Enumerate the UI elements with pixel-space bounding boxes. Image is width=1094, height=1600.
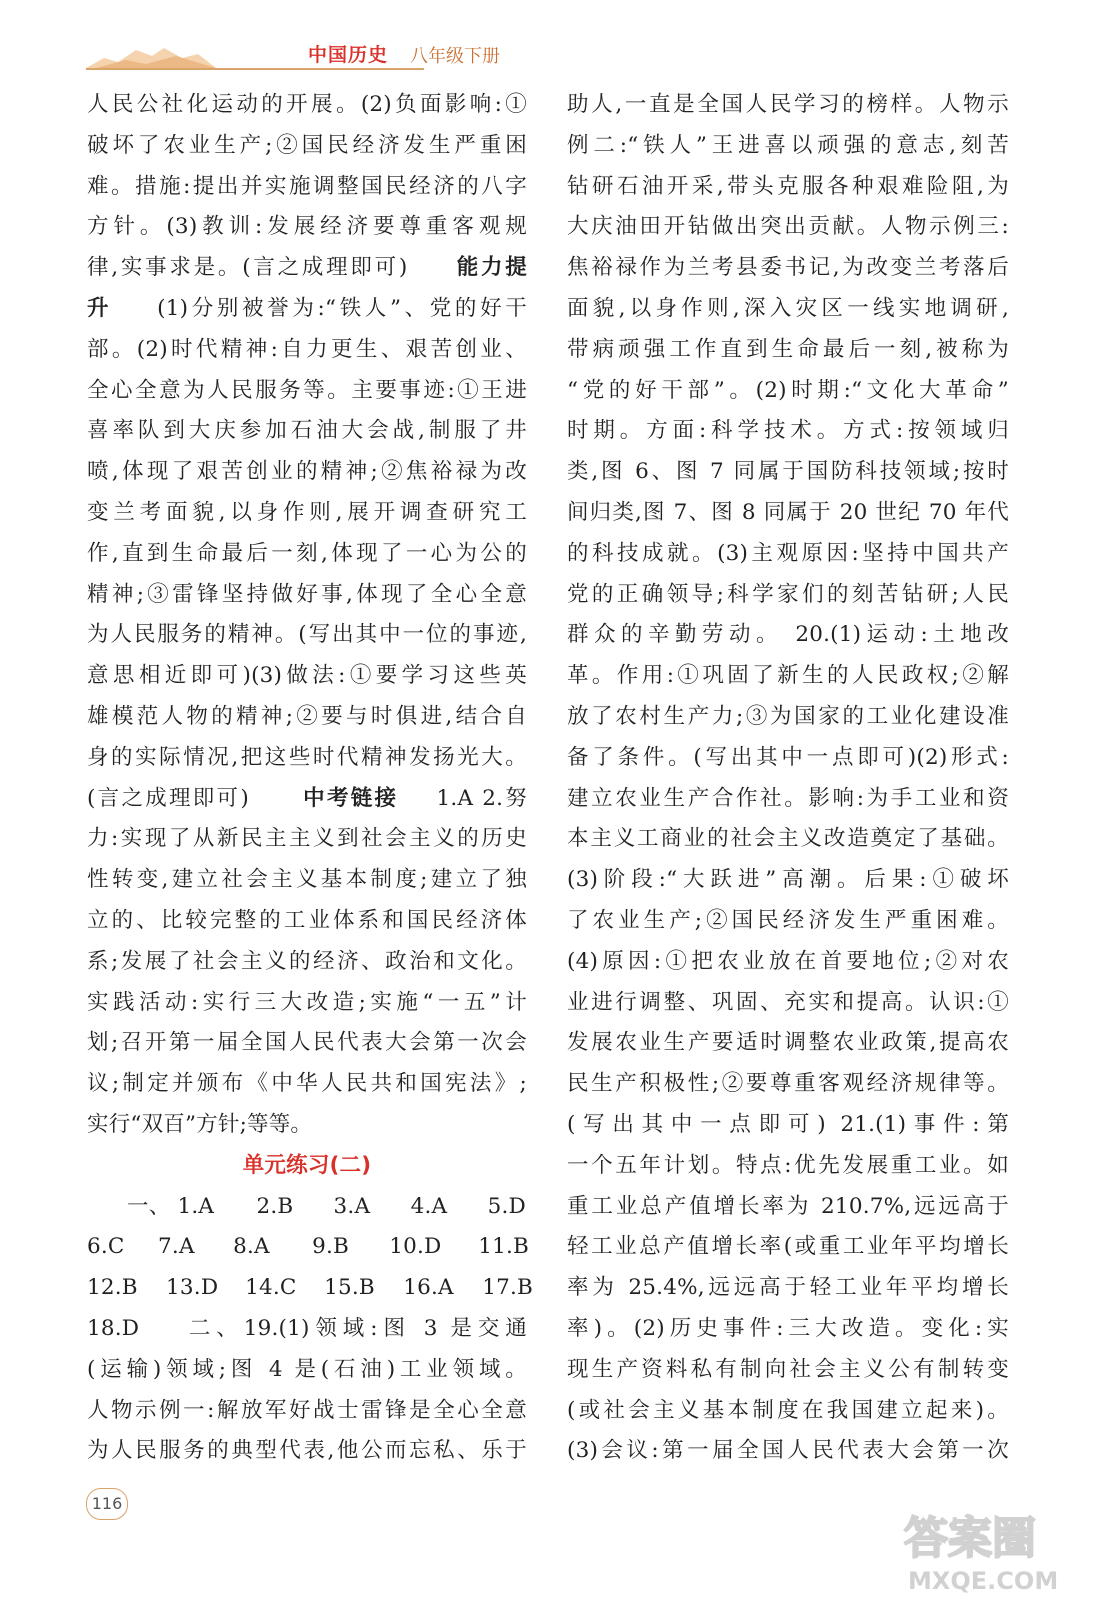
text-line: 类,图 6、图 7 同属于国防科技领域;按时 (567, 459, 1009, 485)
text-line: 实践活动:实行三大改造;实施“一五”计 (87, 989, 527, 1015)
right-column (567, 85, 1009, 1472)
text-line: 业进行调整、巩固、充实和提高。认识:① (567, 989, 1009, 1015)
answer-item: 10.D (389, 1234, 442, 1260)
text-line (87, 1309, 527, 1350)
header-grade: 八年级下册 (410, 46, 500, 67)
text-line: (运输)领域;图 4 是(石油)工业领域。 (87, 1356, 527, 1382)
text-line: 率)。(2)历史事件:三大改造。变化:实 (567, 1315, 1009, 1341)
text-line: 为人民服务的典型代表,他公而忘私、乐于 (87, 1438, 527, 1464)
text-line: 意思相近即可)(3)做法:①要学习这些英 (87, 663, 527, 689)
text-span: 二、19.(1)领域:图 3 是交通 (188, 1315, 527, 1341)
answer-item: 7.A (158, 1234, 195, 1260)
text-line: 立的、比较完整的工业体系和国民经济体 (87, 907, 527, 933)
answer-item: 3.A (333, 1193, 371, 1219)
text-line: 雄模范人物的精神;②要与时俱进,结合自 (87, 703, 527, 729)
text-line: 部。(2)时代精神:自力更生、艰苦创业、 (87, 336, 527, 362)
text-line: 全心全意为人民服务等。主要事迹:①王进 (87, 377, 527, 403)
text-line: 率为 25.4%,远远高于轻工业年平均增长 (567, 1275, 1009, 1301)
section-label-exam-link: 中考链接 (303, 785, 399, 811)
text-line: 人民公社化运动的开展。(2)负面影响:① (87, 92, 527, 117)
text-line: 一个五年计划。特点:优先发展重工业。如 (567, 1152, 1009, 1178)
text-line: (或社会主义基本制度在我国建立起来)。 (567, 1397, 1009, 1423)
text-line: “党的好干部”。(2)时期:“文化大革命” (567, 377, 1009, 403)
answer-item: 1.A (177, 1193, 215, 1219)
text-line: 面貌,以身作则,深入灾区一线实地调研, (567, 295, 1009, 321)
text-line: 精神;③雷锋坚持做好事,体现了全心全意 (87, 581, 527, 607)
text-line: (3)会议:第一届全国人民代表大会第一次 (567, 1438, 1009, 1464)
text-line: 性转变,建立社会主义基本制度;建立了独 (87, 867, 527, 893)
text-line: 的科技成就。(3)主观原因:坚持中国共产 (567, 540, 1009, 566)
text-line: 焦裕禄作为兰考县委书记,为改变兰考落后 (567, 255, 1009, 281)
text-line: 党的正确领导;科学家们的刻苦钻研;人民 (567, 581, 1009, 607)
text-line: 议;制定并颁布《中华人民共和国宪法》; (87, 1071, 527, 1097)
text-line: 了农业生产;②国民经济发生严重困难。 (567, 907, 1009, 933)
text-span: (言之成理即可) (87, 785, 249, 811)
text-line (87, 248, 527, 289)
text-line (87, 779, 527, 820)
answer-row-2 (87, 1227, 530, 1268)
text-line: 喜率队到大庆参加石油大会战,制服了井 (87, 418, 527, 444)
text-line: 发展农业生产要适时调整农业政策,提高农 (567, 1030, 1009, 1056)
answer-item: 13.D (166, 1275, 219, 1301)
answer-prefix: 一、 (127, 1193, 171, 1219)
header-rule (86, 68, 424, 70)
text-line: 破坏了农业生产;②国民经济发生严重困 (87, 132, 527, 158)
answer-item: 14.C (245, 1275, 297, 1301)
text-line: 为人民服务的精神。(写出其中一位的事迹, (87, 622, 527, 648)
answer-item: 15.B (324, 1275, 375, 1301)
answer-item: 9.B (312, 1234, 350, 1260)
answer-row-1 (87, 1187, 527, 1228)
text-line: 喷,体现了艰苦创业的精神;②焦裕禄为改 (87, 459, 527, 485)
text-line: 本主义工商业的社会主义改造奠定了基础。 (567, 826, 1009, 852)
section-label-ability-end: 升 (87, 295, 113, 321)
text-line: 例二:“铁人”王进喜以顽强的意志,刻苦 (567, 132, 1009, 158)
text-line: 带病顽强工作直到生命最后一刻,被称为 (567, 336, 1009, 362)
text-line: 轻工业总产值增长率(或重工业年平均增长 (567, 1234, 1009, 1260)
answer-item: 16.A (403, 1275, 454, 1301)
section-title-unit-practice (87, 1146, 527, 1187)
text-span: 律,实事求是。(言之成理即可) (87, 255, 408, 281)
answer-item: 17.B (482, 1275, 534, 1301)
answer-row-3 (87, 1268, 534, 1309)
text-line: 难。措施:提出并实施调整国民经济的八字 (87, 173, 527, 199)
text-line: (4)原因:①把农业放在首要地位;②对农 (567, 948, 1009, 974)
text-line: 人物示例一:解放军好战士雷锋是全心全意 (87, 1397, 527, 1423)
text-line: 方针。(3)教训:发展经济要尊重客观规 (87, 214, 527, 240)
text-line: 钻研石油开采,带头克服各种艰难险阻,为 (567, 173, 1009, 199)
text-line: 现生产资料私有制向社会主义公有制转变 (567, 1356, 1009, 1382)
answer-item: 6.C (87, 1234, 125, 1260)
page-number: 116 (86, 1488, 128, 1520)
text-line: 备了条件。(写出其中一点即可)(2)形式: (567, 744, 1009, 770)
text-line: 革。作用:①巩固了新生的人民政权;②解 (567, 663, 1009, 689)
text-line (87, 289, 527, 330)
watermark-url: MXQE.COM (908, 1567, 1059, 1595)
answer-item: 12.B (87, 1275, 138, 1301)
text-line: 身的实际情况,把这些时代精神发扬光大。 (87, 744, 527, 770)
unit-practice-heading: 单元练习(二) (242, 1152, 372, 1178)
answer-item: 18.D (87, 1315, 140, 1341)
text-span: (1)分别被誉为:“铁人”、党的好干 (157, 295, 527, 321)
text-line: 系;发展了社会主义的经济、政治和文化。 (87, 948, 527, 974)
mountain-decoration-icon (86, 44, 216, 68)
text-line: 变兰考面貌,以身作则,展开调查研究工 (87, 499, 527, 525)
answer-item: 5.D (487, 1193, 526, 1219)
text-line: 重工业总产值增长率为 210.7%,远远高于 (567, 1193, 1009, 1219)
header-subject: 中国历史 (308, 44, 389, 66)
text-line: (写出其中一点即可) 21.(1)事件:第 (567, 1111, 1009, 1137)
text-line: 大庆油田开钻做出突出贡献。人物示例三: (567, 214, 1009, 240)
text-line: 助人,一直是全国人民学习的榜样。人物示 (567, 92, 1009, 117)
text-line: 划;召开第一届全国人民代表大会第一次会 (87, 1030, 527, 1056)
watermark-text: 答案圈 (904, 1513, 1036, 1564)
text-line: 实行“双百”方针;等等。 (87, 1111, 313, 1137)
answer-item: 8.A (233, 1234, 270, 1260)
page-header (86, 36, 500, 70)
watermark-logo-icon (900, 1505, 1070, 1595)
answer-item: 2.B (256, 1193, 294, 1219)
answer-item: 4.A (410, 1193, 448, 1219)
left-column (87, 85, 534, 1472)
text-line: 群众的辛勤劳动。 20.(1)运动:土地改 (567, 622, 1009, 648)
text-line: 时期。方面:科学技术。方式:按领域归 (567, 418, 1009, 444)
text-span: 1.A 2.努 (436, 785, 527, 811)
text-line: 民生产积极性;②要尊重客观经济规律等。 (567, 1071, 1009, 1097)
text-line: 力:实现了从新民主主义到社会主义的历史 (87, 826, 527, 852)
text-line: 建立农业生产合作社。影响:为手工业和资 (567, 785, 1009, 811)
section-label-ability: 能力提 (456, 255, 527, 281)
text-line: 放了农村生产力;③为国家的工业化建设准 (567, 703, 1009, 729)
answer-item: 11.B (478, 1234, 530, 1260)
text-line: 作,直到生命最后一刻,体现了一心为公的 (87, 540, 527, 566)
text-line: (3)阶段:“大跃进”高潮。后果:①破坏 (567, 867, 1009, 893)
text-line: 间归类,图 7、图 8 同属于 20 世纪 70 年代 (567, 499, 1009, 525)
